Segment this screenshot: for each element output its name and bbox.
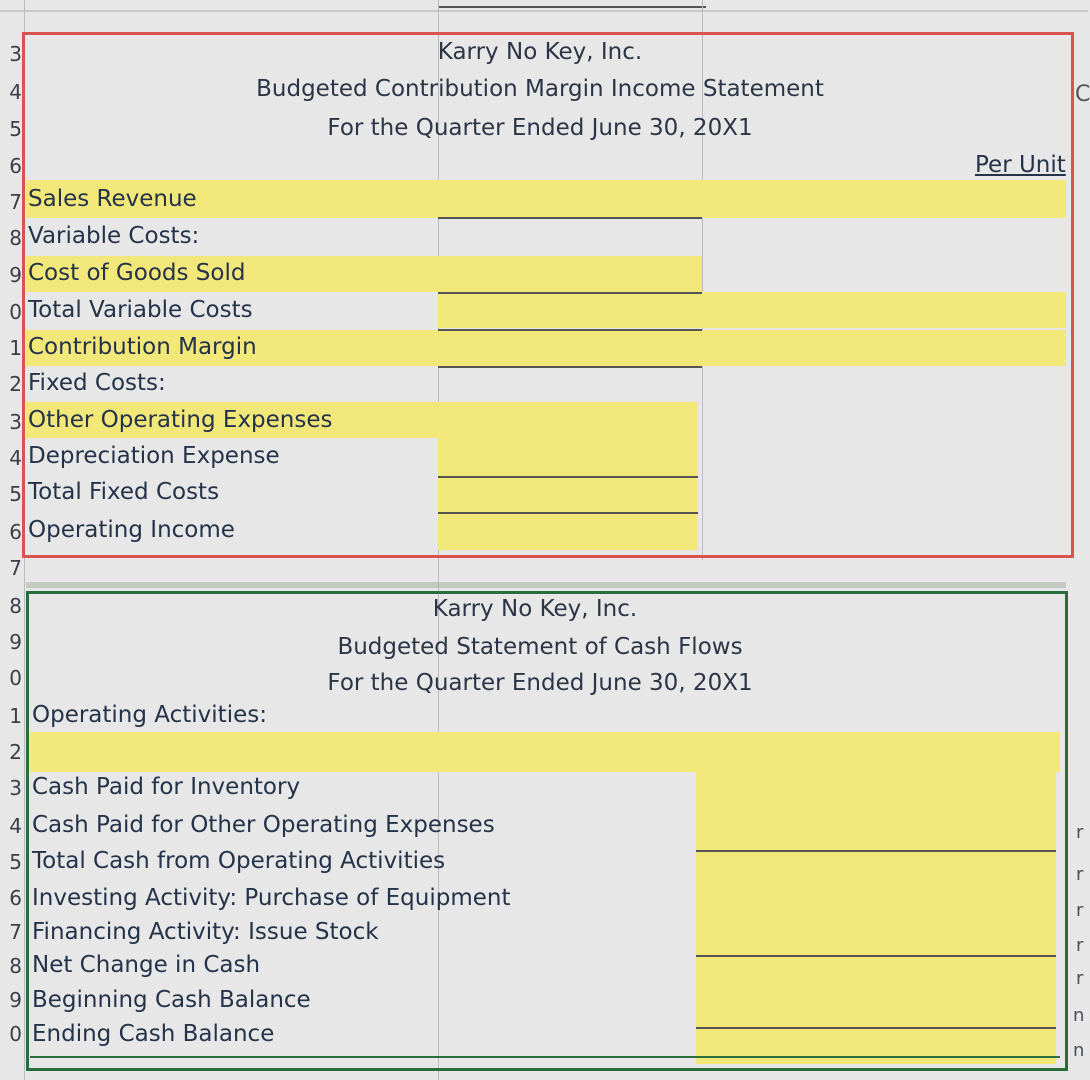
- total-cash-operating-label: Total Cash from Operating Activities: [32, 848, 446, 874]
- cost-of-goods-sold-label: Cost of Goods Sold: [28, 260, 246, 286]
- operating-activities-label: Operating Activities:: [32, 702, 267, 728]
- row-number: 1: [9, 336, 22, 360]
- row-number: 5: [9, 117, 22, 141]
- row-number: 7: [9, 190, 22, 214]
- row-number: 0: [9, 666, 22, 690]
- row-number: 5: [9, 850, 22, 874]
- cash-paid-inventory-label: Cash Paid for Inventory: [32, 774, 301, 800]
- depreciation-expense-label: Depreciation Expense: [28, 443, 280, 469]
- variable-costs-cell-fill[interactable]: [438, 292, 1066, 328]
- row-number: 2: [9, 372, 22, 396]
- row-number: 9: [9, 263, 22, 287]
- ending-cash-label: Ending Cash Balance: [32, 1021, 275, 1047]
- variable-costs-label: Variable Costs:: [28, 223, 200, 249]
- amount-underline: [696, 955, 1056, 957]
- edge-glyph: n: [1073, 1040, 1085, 1061]
- investing-activity-label: Investing Activity: Purchase of Equipment: [32, 885, 511, 911]
- edge-glyph: r: [1076, 968, 1084, 989]
- amount-underline: [438, 366, 702, 368]
- fixed-costs-cell-fill[interactable]: [438, 438, 698, 550]
- income-company-name: Karry No Key, Inc.: [437, 39, 643, 65]
- amount-underline: [438, 512, 698, 514]
- row-number: 6: [9, 886, 22, 910]
- row-number: 7: [9, 556, 22, 580]
- row-number: 6: [9, 520, 22, 544]
- row-number: 8: [9, 954, 22, 978]
- income-statement-title: Budgeted Contribution Margin Income Statement: [256, 76, 824, 102]
- amount-underline: [438, 292, 702, 294]
- row-number: 4: [9, 814, 22, 838]
- row-number: 4: [9, 80, 22, 104]
- other-operating-expenses-label: Other Operating Expenses: [28, 407, 333, 433]
- row-number: 8: [9, 594, 22, 618]
- amount-underline: [696, 850, 1056, 852]
- row-number: 7: [9, 920, 22, 944]
- row-number: 3: [9, 410, 22, 434]
- amount-underline: [438, 217, 702, 219]
- row-number: 4: [9, 446, 22, 470]
- row-number: 6: [9, 154, 22, 178]
- amount-underline: [696, 1027, 1056, 1029]
- row-number: 0: [9, 300, 22, 324]
- contribution-margin-label: Contribution Margin: [28, 334, 257, 360]
- beginning-cash-label: Beginning Cash Balance: [32, 987, 311, 1013]
- income-statement-period: For the Quarter Ended June 30, 20X1: [327, 115, 753, 141]
- row-number: 2: [9, 740, 22, 764]
- edge-glyph: C: [1075, 82, 1090, 107]
- row-number: 8: [9, 226, 22, 250]
- top-border: [0, 10, 1088, 12]
- total-fixed-costs-label: Total Fixed Costs: [28, 479, 220, 505]
- cash-paid-other-opex-label: Cash Paid for Other Operating Expenses: [32, 812, 495, 838]
- edge-glyph: r: [1076, 822, 1084, 843]
- cash-company-name: Karry No Key, Inc.: [432, 596, 638, 622]
- edge-glyph: r: [1076, 935, 1084, 956]
- row-number: 3: [9, 776, 22, 800]
- row-number: 9: [9, 988, 22, 1012]
- row-number: 0: [9, 1022, 22, 1046]
- cash-statement-period: For the Quarter Ended June 30, 20X1: [327, 670, 753, 696]
- row-number: 9: [9, 630, 22, 654]
- cash-flow-top-stripe: [26, 582, 1066, 588]
- cash-flow-divider: [30, 1056, 1060, 1058]
- row-number: 1: [9, 704, 22, 728]
- cash-statement-title: Budgeted Statement of Cash Flows: [337, 634, 743, 660]
- cash-amounts-fill[interactable]: [696, 772, 1056, 1064]
- fixed-costs-label: Fixed Costs:: [28, 370, 166, 396]
- blank-row-fill: [30, 732, 1060, 772]
- edge-glyph: r: [1076, 900, 1084, 921]
- per-unit-header: Per Unit: [975, 152, 1066, 178]
- amount-underline: [438, 476, 698, 478]
- edge-glyph: n: [1073, 1005, 1085, 1026]
- net-change-cash-label: Net Change in Cash: [32, 952, 261, 978]
- operating-income-label: Operating Income: [28, 517, 235, 543]
- sales-revenue-label: Sales Revenue: [28, 186, 197, 212]
- amount-underline: [438, 329, 702, 331]
- row-number: 5: [9, 482, 22, 506]
- total-variable-costs-label: Total Variable Costs: [28, 297, 253, 323]
- edge-glyph: r: [1076, 864, 1084, 885]
- top-cell-underline: [438, 6, 706, 8]
- row-number: 3: [9, 42, 22, 66]
- financing-activity-label: Financing Activity: Issue Stock: [32, 919, 379, 945]
